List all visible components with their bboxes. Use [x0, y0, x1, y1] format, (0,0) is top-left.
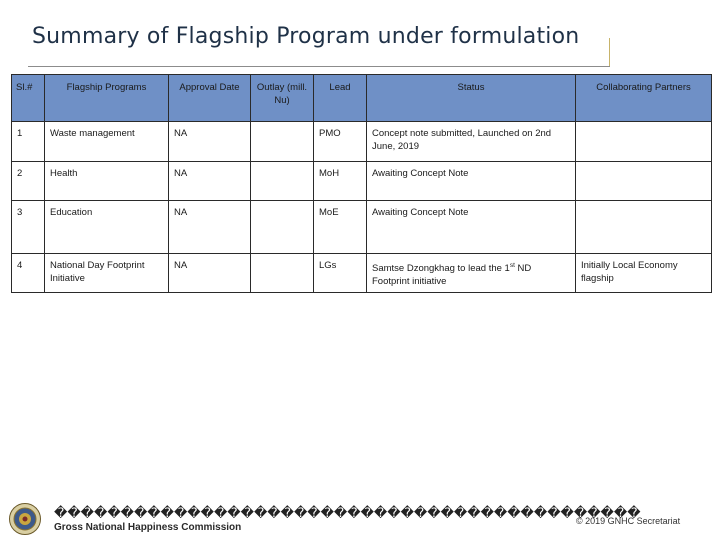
cell-outlay — [251, 254, 314, 293]
cell-outlay — [251, 201, 314, 254]
org-name: Gross National Happiness Commission — [54, 522, 242, 533]
cell-status — [367, 254, 576, 293]
table-row — [12, 201, 712, 254]
cell-program: National Day Footprint Initiative — [45, 254, 169, 293]
header-status: Status — [367, 75, 576, 122]
cell-sl: 3 — [12, 201, 45, 254]
cell-status: Awaiting Concept Note — [367, 162, 576, 201]
cell-outlay — [251, 162, 314, 201]
cell-partners: Initially Local Economy flagship — [576, 254, 712, 293]
header-lead: Lead — [314, 75, 367, 122]
header-program: Flagship Programs — [45, 75, 169, 122]
cell-sl: 2 — [12, 162, 45, 201]
cell-lead: PMO — [314, 122, 367, 162]
title-underline — [28, 66, 610, 67]
cell-lead: LGs — [314, 254, 367, 293]
cell-approval-date: NA — [169, 122, 251, 162]
table-row — [12, 122, 712, 162]
cell-lead: MoH — [314, 162, 367, 201]
status-text-end: ND Footprint initiative — [372, 263, 532, 288]
cell-outlay — [251, 122, 314, 162]
cell-lead: MoE — [314, 201, 367, 254]
table-row — [12, 254, 712, 293]
cell-approval-date: NA — [169, 201, 251, 254]
gnhc-emblem-icon — [8, 502, 42, 536]
table-header-row — [12, 75, 712, 122]
dzongkha-org-name: �������������������������������������������� — [54, 505, 641, 520]
copyright-text: © 2019 GNHC Secretariat — [576, 516, 681, 526]
cell-partners — [576, 162, 712, 201]
cell-sl: 4 — [12, 254, 45, 293]
status-text-start: Samtse Dzongkhag to lead the 1 — [372, 263, 510, 275]
header-approval-date: Approval Date — [169, 75, 251, 122]
header-outlay: Outlay (mill. Nu) — [251, 75, 314, 122]
header-partners: Collaborating Partners — [576, 75, 712, 122]
cell-status: Concept note submitted, Launched on 2nd June, 2019 — [367, 122, 576, 162]
cell-partners — [576, 122, 712, 162]
slide-title: Summary of Flagship Program under formulation — [32, 24, 580, 49]
table-row — [12, 162, 712, 201]
cell-partners — [576, 201, 712, 254]
cell-program: Health — [45, 162, 169, 201]
cell-approval-date: NA — [169, 254, 251, 293]
header-sl: Sl.# — [12, 75, 45, 122]
status-superscript: st — [509, 262, 515, 269]
title-accent-line — [609, 38, 610, 66]
cell-program: Waste management — [45, 122, 169, 162]
cell-program: Education — [45, 201, 169, 254]
cell-approval-date: NA — [169, 162, 251, 201]
cell-sl: 1 — [12, 122, 45, 162]
flagship-summary-table — [11, 74, 712, 293]
cell-status: Awaiting Concept Note — [367, 201, 576, 254]
